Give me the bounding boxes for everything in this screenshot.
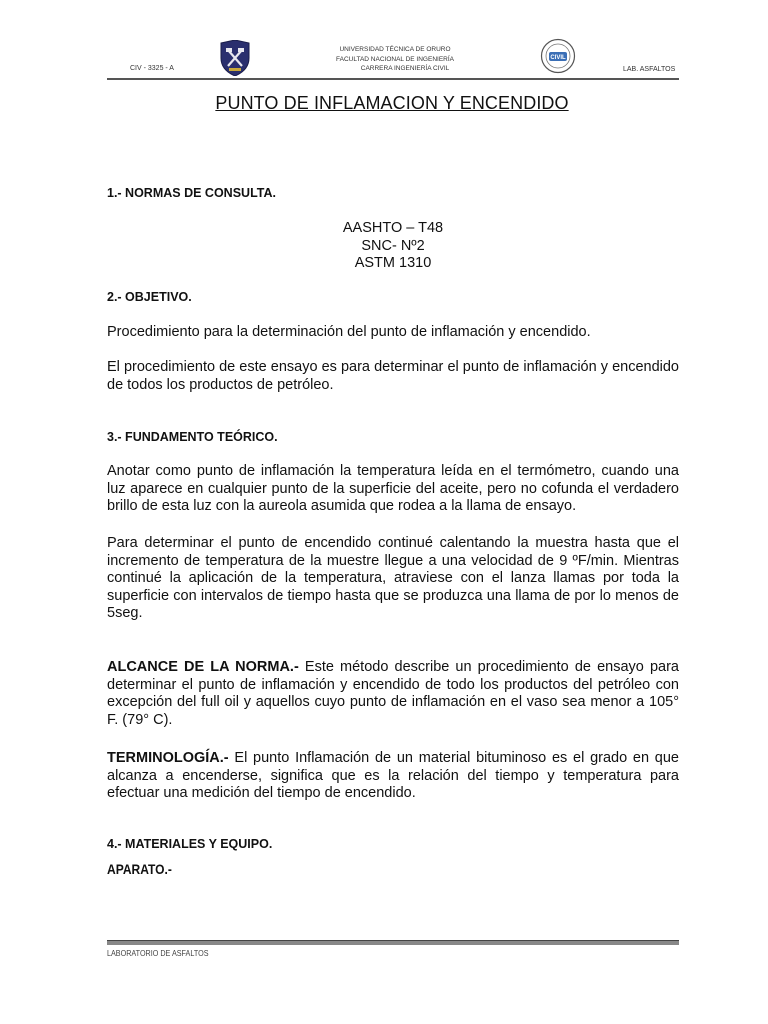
norm-item: AASHTO – T48: [342, 220, 444, 236]
theory-paragraph-2: Para determinar el punto de encendido continué calentando la muestra hasta que el incremento de temperatura de la muestre llegue a una velocidad de 9 ºF/min. Mientras continué la aplicación de la temperatura, atraviese con el lanza llamas por toda la superficie con intervalos de tiempo hasta que se produzca una llama de por lo menos de 5seg.: [107, 535, 679, 621]
scope-text: Este método describe un procedimiento de ensayo para determinar el punto de inflamación y encendido de todo los productos del petróleo con excepción del full oil y aquellos cuyo punto de inflamación en el vaso sea menor a 105° F. (79° C).: [107, 659, 679, 728]
footer-text: LABORATORIO DE ASFALTOS: [107, 949, 209, 958]
header-line-university: UNIVERSIDAD TÉCNICA DE ORURO: [339, 46, 451, 53]
objective-paragraph-1: Procedimiento para la determinación del punto de inflamación y encendido.: [107, 324, 591, 340]
university-shield-icon: [219, 40, 251, 76]
theory-paragraph-1: Anotar como punto de inflamación la temperatura leída en el termómetro, cuando una luz aparece en cualquier punto de la superficie del aceite, pero no cofunda el verdadero brillo de esta luz con la aureola asumida que rodea a la llama de ensayo.: [107, 463, 679, 514]
header-line-faculty: FACULTAD NACIONAL DE INGENIERÍA: [336, 55, 454, 63]
scope-paragraph: [107, 659, 679, 729]
header-line-career: CARRERA INGENIERÍA CIVIL: [360, 65, 450, 72]
section-4-heading: 4.- MATERIALES Y EQUIPO.: [107, 837, 273, 851]
civil-engineering-seal-icon: [540, 38, 576, 74]
terminology-text: El punto Inflamación de un material bituminoso es el grado en que alcanza a encenderse, significa que es la relación del tiempo y temperatura para efectuar una medición del tiempo de encendido.: [107, 750, 679, 801]
norm-item: ASTM 1310: [354, 255, 432, 271]
header-divider: [107, 78, 679, 80]
header-institution: [300, 45, 490, 74]
terminology-paragraph: [107, 750, 679, 803]
header-lab-name: LAB. ASFALTOS: [623, 66, 676, 73]
page-title: PUNTO DE INFLAMACION Y ENCENDIDO: [215, 93, 569, 113]
apparatus-heading: APARATO.-: [107, 861, 172, 877]
footer-divider: [107, 940, 679, 945]
terminology-label: TERMINOLOGÍA.-: [107, 750, 229, 766]
norm-item: SNC- Nº2: [361, 237, 425, 254]
norms-list: [300, 220, 486, 273]
scope-label: ALCANCE DE LA NORMA.-: [107, 659, 299, 675]
header-course-code: CIV - 3325 - A: [130, 65, 174, 72]
section-3-heading: 3.- FUNDAMENTO TEÓRICO.: [107, 430, 278, 444]
objective-paragraph-2: El procedimiento de este ensayo es para determinar el punto de inflamación y encendido de todos los productos de petróleo.: [107, 359, 679, 393]
section-2-heading: 2.- OBJETIVO.: [107, 290, 192, 304]
seal-text: CIVIL: [550, 55, 566, 61]
section-1-heading: 1.- NORMAS DE CONSULTA.: [107, 186, 276, 200]
